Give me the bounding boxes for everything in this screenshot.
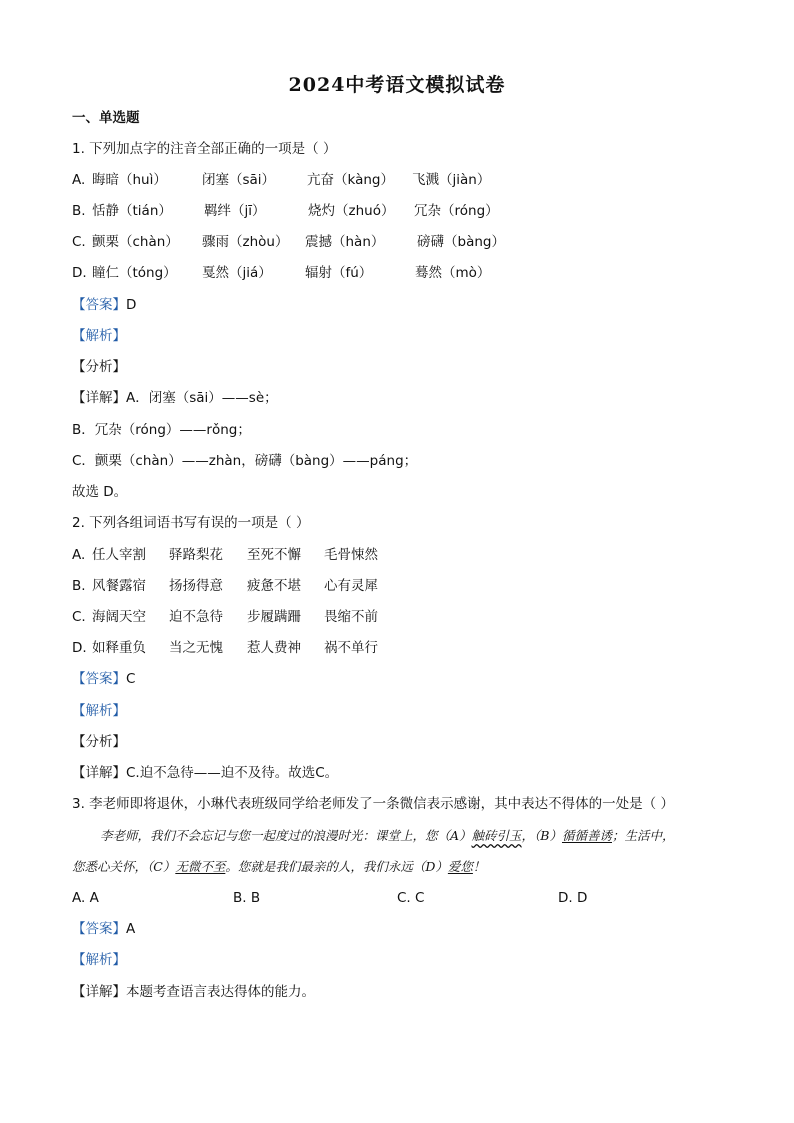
option-item: 瞳仁（tóng） <box>92 265 177 281</box>
message-text: ！ <box>472 859 486 874</box>
option-b: B. B <box>233 890 261 906</box>
q3-answer <box>72 920 135 938</box>
option-item: 祸不单行 <box>324 640 378 656</box>
option-label: A. <box>72 172 86 188</box>
option-item: 任人宰割 <box>92 547 146 563</box>
q3-message-line2 <box>72 858 485 876</box>
option-label: C. <box>72 234 86 250</box>
option-label: C. <box>72 609 86 625</box>
answer-value: A <box>126 921 136 937</box>
option-item: 辐射（fú） <box>305 265 373 281</box>
answer-tag: 【答案】 <box>72 671 126 687</box>
message-text: 。您就是我们最亲的人，我们永远（D） <box>225 859 448 874</box>
q1-detail <box>72 389 278 407</box>
option-item: 惹人费神 <box>247 640 301 656</box>
q3-stem: 3. 李老师即将退休，小琳代表班级同学给老师发了一条微信表示感谢，其中表达不得体的一处是（ ） <box>72 796 674 812</box>
option-c: C. C <box>397 890 425 906</box>
option-item: 迫不急待 <box>169 609 223 625</box>
detail-text: C.迫不急待——迫不及待。故选C。 <box>126 765 339 781</box>
option-a-phrase: 触砖引玉 <box>471 828 522 843</box>
option-item: 蓦然（mò） <box>415 265 491 281</box>
detail-tag: 【详解】 <box>72 390 126 406</box>
option-item: 磅礴（bàng） <box>417 234 505 250</box>
option-item: 恬静（tián） <box>92 203 172 219</box>
detail-text: A．闭塞（sāi）——sè； <box>126 390 278 406</box>
q1-jiexi-tag: 【解析】 <box>72 328 126 344</box>
q2-detail <box>72 764 338 782</box>
option-item: 飞溅（jiàn） <box>412 172 491 188</box>
option-c-phrase: 无微不至 <box>175 859 226 874</box>
q2-jiexi-tag: 【解析】 <box>72 703 126 719</box>
page-title: 2024中考语文模拟试卷 <box>288 74 506 96</box>
detail-tag: 【详解】 <box>72 765 126 781</box>
option-item: 颤栗（chàn） <box>92 234 179 250</box>
option-item: 至死不懈 <box>247 547 301 563</box>
q3-message-line1 <box>100 827 675 845</box>
section-heading: 一、单选题 <box>72 110 140 126</box>
q2-fenxi-tag: 【分析】 <box>72 734 126 750</box>
q3-jiexi-tag: 【解析】 <box>72 952 126 968</box>
option-label: D. <box>72 265 87 281</box>
option-item: 海阔天空 <box>92 609 146 625</box>
option-item: 毛骨悚然 <box>324 547 378 563</box>
option-item: 步履蹒跚 <box>247 609 301 625</box>
option-item: 烧灼（zhuó） <box>308 203 395 219</box>
answer-value: C <box>126 671 136 687</box>
option-label: B. <box>72 203 86 219</box>
message-text: ；生活中， <box>612 828 675 843</box>
message-text: ，（B） <box>521 828 562 843</box>
option-label: D. <box>72 640 87 656</box>
message-text: 您悉心关怀，（C） <box>72 859 176 874</box>
option-item: 心有灵犀 <box>324 578 378 594</box>
q1-fenxi-tag: 【分析】 <box>72 359 126 375</box>
option-item: 风餐露宿 <box>92 578 146 594</box>
option-item: 畏缩不前 <box>324 609 378 625</box>
q1-detail-line: B．冗杂（róng）——rǒng； <box>72 422 251 438</box>
answer-value: D <box>126 297 137 313</box>
option-item: 扬扬得意 <box>169 578 223 594</box>
answer-tag: 【答案】 <box>72 297 126 313</box>
option-item: 骤雨（zhòu） <box>202 234 289 250</box>
option-item: 冗杂（róng） <box>414 203 499 219</box>
q3-detail <box>72 983 315 1001</box>
option-d: D. D <box>558 890 588 906</box>
q1-detail-line: C．颤栗（chàn）——zhàn，磅礴（bàng）——páng； <box>72 453 418 469</box>
q1-answer <box>72 296 136 314</box>
option-label: A. <box>72 547 86 563</box>
option-item: 闭塞（sāi） <box>202 172 276 188</box>
answer-tag: 【答案】 <box>72 921 126 937</box>
option-item: 戛然（jiá） <box>202 265 272 281</box>
option-a: A. A <box>72 890 99 906</box>
option-b-phrase: 循循善诱 <box>561 828 612 843</box>
option-item: 如释重负 <box>92 640 146 656</box>
detail-tag: 【详解】 <box>72 984 126 1000</box>
q2-answer <box>72 670 135 688</box>
option-item: 晦暗（huì） <box>92 172 167 188</box>
option-label: B. <box>72 578 86 594</box>
q2-stem: 2. 下列各组词语书写有误的一项是（ ） <box>72 515 310 531</box>
option-item: 亢奋（kàng） <box>307 172 394 188</box>
detail-text: 本题考查语言表达得体的能力。 <box>126 984 315 1000</box>
q1-conclusion: 故选 D。 <box>72 484 128 500</box>
option-item: 羁绊（jī） <box>204 203 266 219</box>
option-item: 驿路梨花 <box>169 547 223 563</box>
option-item: 疲惫不堪 <box>247 578 301 594</box>
option-item: 当之无愧 <box>169 640 223 656</box>
message-text: 李老师，我们不会忘记与您一起度过的浪漫时光：课堂上，您（A） <box>100 828 472 843</box>
option-item: 震撼（hàn） <box>305 234 385 250</box>
option-d-phrase: 爱您 <box>447 859 473 874</box>
q1-stem: 1. 下列加点字的注音全部正确的一项是（ ） <box>72 141 337 157</box>
